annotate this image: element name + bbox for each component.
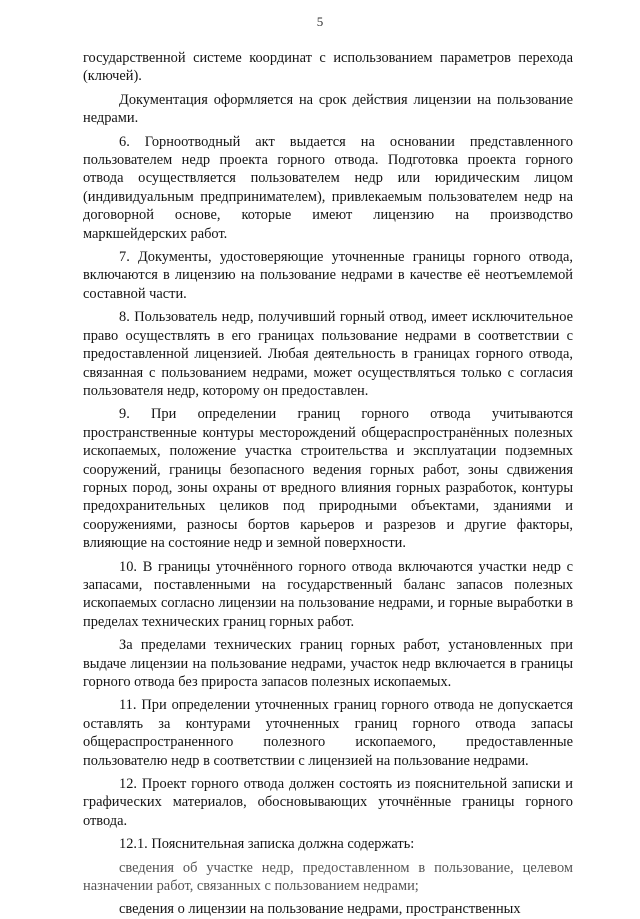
paragraph-coordinates-transition: государственной системе координат с использованием параметров перехода (ключей). [83, 50, 573, 85]
page-body [83, 49, 573, 919]
paragraph-item-10: 10. В границы уточнённого горного отвода включаются участки недр с запасами, поставленными на государственный баланс запасов полезных ископаемых согласно лицензии на пользование недрами, и горные выработки в пределах технических границ горных работ. [83, 558, 573, 630]
paragraph-item-12: 12. Проект горного отвода должен состоять из пояснительной записки и графических материалов, обосновывающих уточнённые границы горного отвода. [83, 776, 573, 829]
paragraph-license-info: сведения о лицензии на пользование недрами, пространственных [119, 901, 521, 918]
paragraph-item-6: 6. Горноотводный акт выдается на основании представленного пользователем недр проекта горного отвода. Подготовка проекта горного отвода осуществляется пользователем недр или юридическим лицом (индивидуальным предпринимателем), привлекаемым пользователем недр на договорной основе, которые имеют лицензию на производство маркшейдерских работ. [83, 133, 573, 242]
paragraph-item-10-continuation: За пределами технических границ горных работ, установленных при выдаче лицензии на пользование недрами, участок недр включается в границы горного отвода без прироста запасов полезных ископаемых. [83, 637, 573, 690]
paragraph-item-12-1: 12.1. Пояснительная записка должна содержать: [119, 836, 415, 853]
paragraph-item-8: 8. Пользователь недр, получивший горный отвод, имеет исключительное право осуществлять в его границах пользование недрами в соответствии с предоставленной лицензией. Любая деятельность в границах горного отвода, связанная с пользованием недрами, может осуществляться только с согласия пользователя недр, которому он предоставлен. [83, 309, 573, 399]
paragraph-item-7: 7. Документы, удостоверяющие уточненные границы горного отвода, включаются в лицензию на пользование недрами в качестве её неотъемлемой составной части. [83, 249, 573, 302]
paragraph-item-11: 11. При определении уточненных границ горного отвода не допускается оставлять за контурами уточненных границ горного отвода запасы общераспространенного полезного ископаемого, предоставленные пользователю недр в соответствии с лицензией на пользование недрами. [83, 697, 573, 769]
page-number: 5 [316, 14, 324, 29]
paragraph-item-9: 9. При определении границ горного отвода учитываются пространственные контуры месторождений общераспространённых полезных ископаемых, положение участка строительства и эксплуатации подземных сооружений, границы безопасного ведения горных работ, зоны сдвижения горных пород, зоны охраны от вредного влияния горных разработок, контуры предохранительных целиков под природными объектами, зданиями и сооружениями, разносы бортов карьеров и разрезов и другие факторы, влияющие на состояние недр и земной поверхности. [83, 406, 573, 552]
paragraph-subsoil-site-info: сведения об участке недр, предоставленном в пользование, целевом назначении работ, связанных с пользованием недрами; [83, 859, 573, 895]
paragraph-documentation-term: Документация оформляется на срок действия лицензии на пользование недрами. [83, 91, 573, 127]
